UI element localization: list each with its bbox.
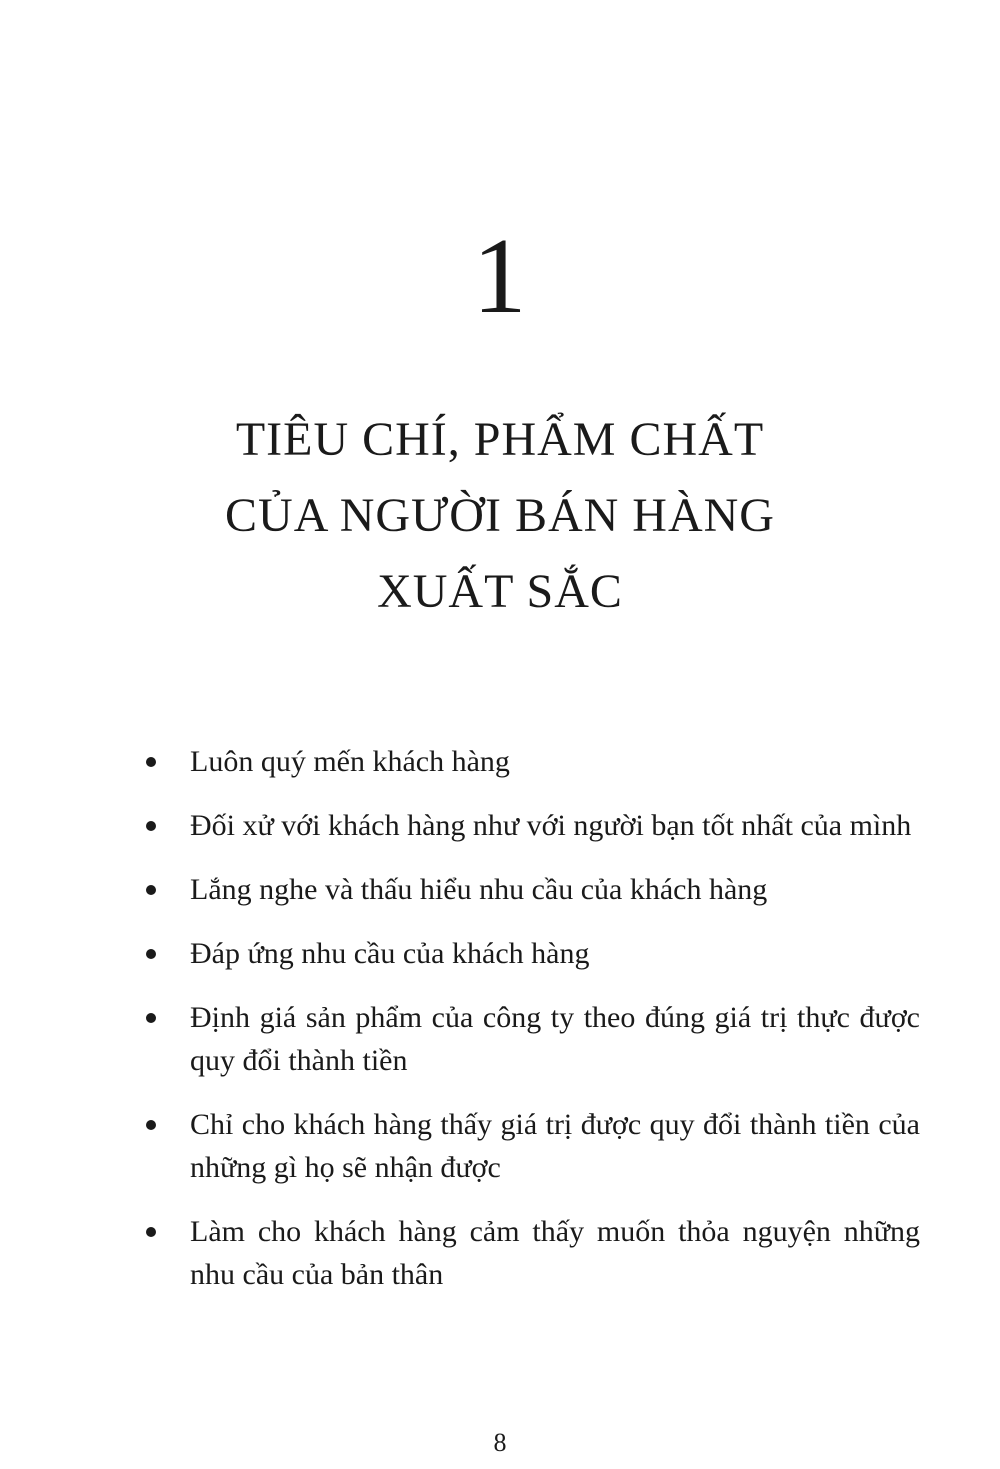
criteria-list bbox=[140, 740, 920, 1317]
list-item-text: Định giá sản phẩm của công ty theo đúng giá trị thực được quy đổi thành tiền bbox=[190, 1001, 920, 1077]
bullet-icon bbox=[146, 1013, 156, 1023]
page-number: 8 bbox=[493, 1428, 507, 1457]
bullet-icon bbox=[146, 1120, 156, 1130]
list-item bbox=[140, 932, 920, 975]
list-item bbox=[140, 996, 920, 1082]
bullet-icon bbox=[146, 821, 156, 831]
chapter-title-line: CỦA NGƯỜI BÁN HÀNG bbox=[225, 489, 775, 542]
list-item-text: Làm cho khách hàng cảm thấy muốn thỏa nguyện những nhu cầu của bản thân bbox=[190, 1215, 920, 1291]
list-item-text: Lắng nghe và thấu hiểu nhu cầu của khách hàng bbox=[190, 873, 768, 906]
chapter-title-line: TIÊU CHÍ, PHẨM CHẤT bbox=[235, 413, 765, 466]
chapter-number: 1 bbox=[472, 217, 528, 336]
list-item-text: Đáp ứng nhu cầu của khách hàng bbox=[190, 937, 590, 970]
list-item bbox=[140, 740, 920, 783]
list-item bbox=[140, 1210, 920, 1296]
list-item-text: Chỉ cho khách hàng thấy giá trị được quy đổi thành tiền của những gì họ sẽ nhận được bbox=[190, 1108, 920, 1184]
bullet-icon bbox=[146, 757, 156, 767]
chapter-title bbox=[0, 402, 1000, 630]
bullet-icon bbox=[146, 949, 156, 959]
list-item-text: Đối xử với khách hàng như với người bạn tốt nhất của mình bbox=[190, 809, 912, 842]
list-item bbox=[140, 1103, 920, 1189]
chapter-title-line: XUẤT SẮC bbox=[377, 565, 623, 618]
bullet-icon bbox=[146, 885, 156, 895]
bullet-icon bbox=[146, 1227, 156, 1237]
list-item bbox=[140, 868, 920, 911]
list-item-text: Luôn quý mến khách hàng bbox=[190, 745, 510, 778]
list-item bbox=[140, 804, 920, 847]
